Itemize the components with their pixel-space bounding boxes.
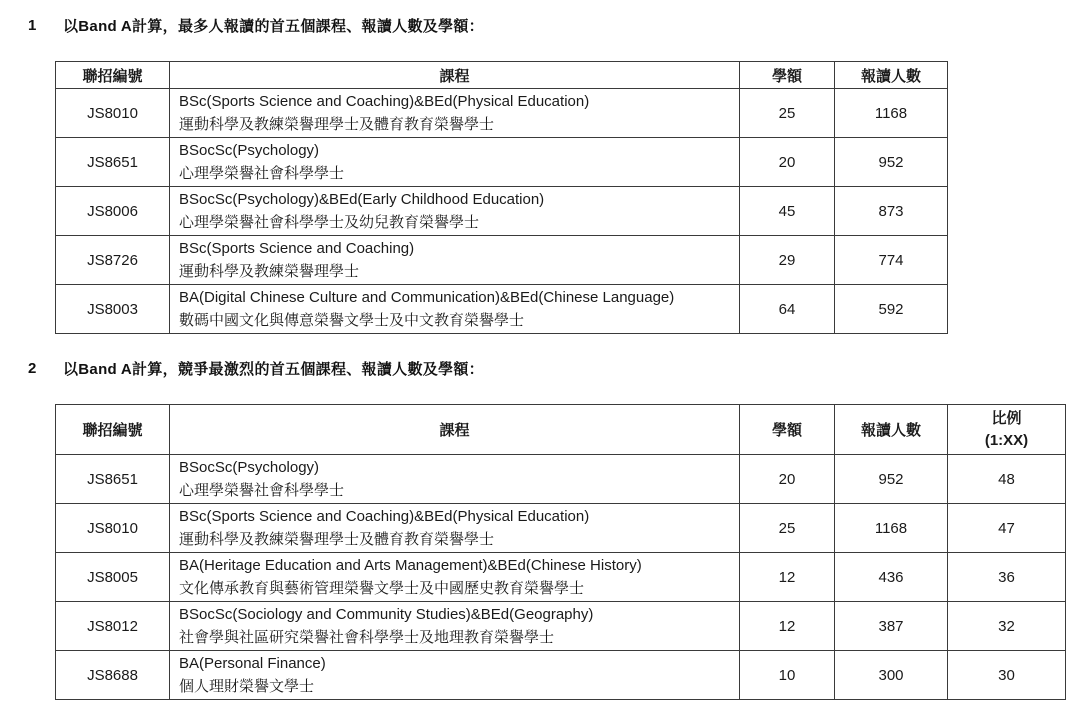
cell-applicants: 873: [835, 187, 948, 236]
course-zh: 心理學榮譽社會科學學士: [179, 482, 345, 499]
course-zh: 社會學與社區研究榮譽社會科學學士及地理教育榮譽學士: [179, 629, 555, 646]
table-row: [56, 455, 1066, 504]
course-zh: 運動科學及教練榮譽理學士及體育教育榮譽學士: [179, 116, 495, 133]
cell-code: JS8010: [56, 504, 170, 553]
course-en: BSocSc(Psychology): [179, 142, 320, 159]
cell-applicants: 774: [835, 236, 948, 285]
course-zh: 心理學榮譽社會科學學士: [179, 165, 345, 182]
table-row: [56, 553, 1066, 602]
cell-ratio: 47: [948, 504, 1066, 553]
table-row: [56, 187, 948, 236]
table-row: [56, 602, 1066, 651]
header-code: 聯招編號: [56, 62, 170, 89]
cell-applicants: 592: [835, 285, 948, 334]
course-zh: 運動科學及教練榮譽理學士: [179, 263, 360, 280]
cell-course: [170, 89, 740, 138]
cell-places: 25: [740, 89, 835, 138]
header-ratio: [948, 405, 1066, 455]
cell-code: JS8006: [56, 187, 170, 236]
cell-places: 12: [740, 553, 835, 602]
course-en: BA(Digital Chinese Culture and Communication)&BEd(Chinese Language): [179, 289, 675, 306]
table-row: [56, 138, 948, 187]
cell-course: [170, 187, 740, 236]
cell-applicants: 1168: [835, 504, 948, 553]
course-zh: 個人理財榮譽文學士: [179, 678, 315, 695]
header-code: 聯招編號: [56, 405, 170, 455]
cell-course: [170, 553, 740, 602]
cell-ratio: 30: [948, 651, 1066, 700]
cell-code: JS8010: [56, 89, 170, 138]
cell-places: 20: [740, 455, 835, 504]
cell-places: 29: [740, 236, 835, 285]
cell-applicants: 436: [835, 553, 948, 602]
course-en: BSocSc(Psychology)&BEd(Early Childhood Education): [179, 191, 545, 208]
cell-course: [170, 455, 740, 504]
cell-applicants: 387: [835, 602, 948, 651]
cell-course: [170, 504, 740, 553]
cell-code: JS8012: [56, 602, 170, 651]
cell-ratio: 32: [948, 602, 1066, 651]
course-en: BA(Personal Finance): [179, 655, 326, 672]
course-en: BSocSc(Sociology and Community Studies)&BEd(Geography): [179, 606, 594, 623]
header-ratio-line1: 比例: [991, 409, 1022, 427]
section-2-title: 以Band A計算，競爭最激烈的首五個課程、報讀人數及學額：: [63, 360, 484, 378]
course-en: BSc(Sports Science and Coaching)&BEd(Physical Education): [179, 93, 590, 110]
header-applicants: 報讀人數: [835, 405, 948, 455]
table-header-row: [56, 62, 948, 89]
cell-code: JS8726: [56, 236, 170, 285]
cell-applicants: 952: [835, 455, 948, 504]
course-zh: 心理學榮譽社會科學學士及幼兒教育榮譽學士: [179, 214, 480, 231]
table-row: [56, 651, 1066, 700]
most-competitive-table: [55, 404, 1066, 700]
cell-places: 12: [740, 602, 835, 651]
table-header-row: [56, 405, 1066, 455]
section-1-title: 以Band A計算，最多人報讀的首五個課程、報讀人數及學額：: [63, 17, 484, 35]
header-applicants: 報讀人數: [835, 62, 948, 89]
table-row: [56, 285, 948, 334]
cell-places: 45: [740, 187, 835, 236]
course-en: BSc(Sports Science and Coaching)&BEd(Physical Education): [179, 508, 590, 525]
section-2-number: 2: [28, 359, 37, 377]
cell-course: [170, 651, 740, 700]
cell-code: JS8005: [56, 553, 170, 602]
course-en: BA(Heritage Education and Arts Management)&BEd(Chinese History): [179, 557, 642, 574]
header-places: 學額: [740, 405, 835, 455]
course-en: BSc(Sports Science and Coaching): [179, 240, 415, 257]
table-row: [56, 504, 1066, 553]
cell-code: JS8003: [56, 285, 170, 334]
cell-applicants: 1168: [835, 89, 948, 138]
course-zh: 文化傳承教育與藝術管理榮譽文學士及中國歷史教育榮譽學士: [179, 580, 585, 597]
course-zh: 數碼中國文化與傳意榮譽文學士及中文教育榮譽學士: [179, 312, 525, 329]
table-row: [56, 89, 948, 138]
cell-places: 10: [740, 651, 835, 700]
cell-code: JS8651: [56, 138, 170, 187]
cell-code: JS8688: [56, 651, 170, 700]
section-1-number: 1: [28, 16, 37, 34]
cell-places: 64: [740, 285, 835, 334]
header-course: 課程: [170, 62, 740, 89]
cell-ratio: 36: [948, 553, 1066, 602]
cell-ratio: 48: [948, 455, 1066, 504]
most-applied-table: [55, 61, 948, 334]
cell-course: [170, 285, 740, 334]
course-zh: 運動科學及教練榮譽理學士及體育教育榮譽學士: [179, 531, 495, 548]
cell-course: [170, 236, 740, 285]
cell-course: [170, 138, 740, 187]
header-course: 課程: [170, 405, 740, 455]
cell-applicants: 300: [835, 651, 948, 700]
table-row: [56, 236, 948, 285]
header-ratio-line2: (1:XX): [984, 431, 1029, 449]
cell-places: 20: [740, 138, 835, 187]
cell-code: JS8651: [56, 455, 170, 504]
course-en: BSocSc(Psychology): [179, 459, 320, 476]
header-places: 學額: [740, 62, 835, 89]
cell-course: [170, 602, 740, 651]
cell-places: 25: [740, 504, 835, 553]
cell-applicants: 952: [835, 138, 948, 187]
